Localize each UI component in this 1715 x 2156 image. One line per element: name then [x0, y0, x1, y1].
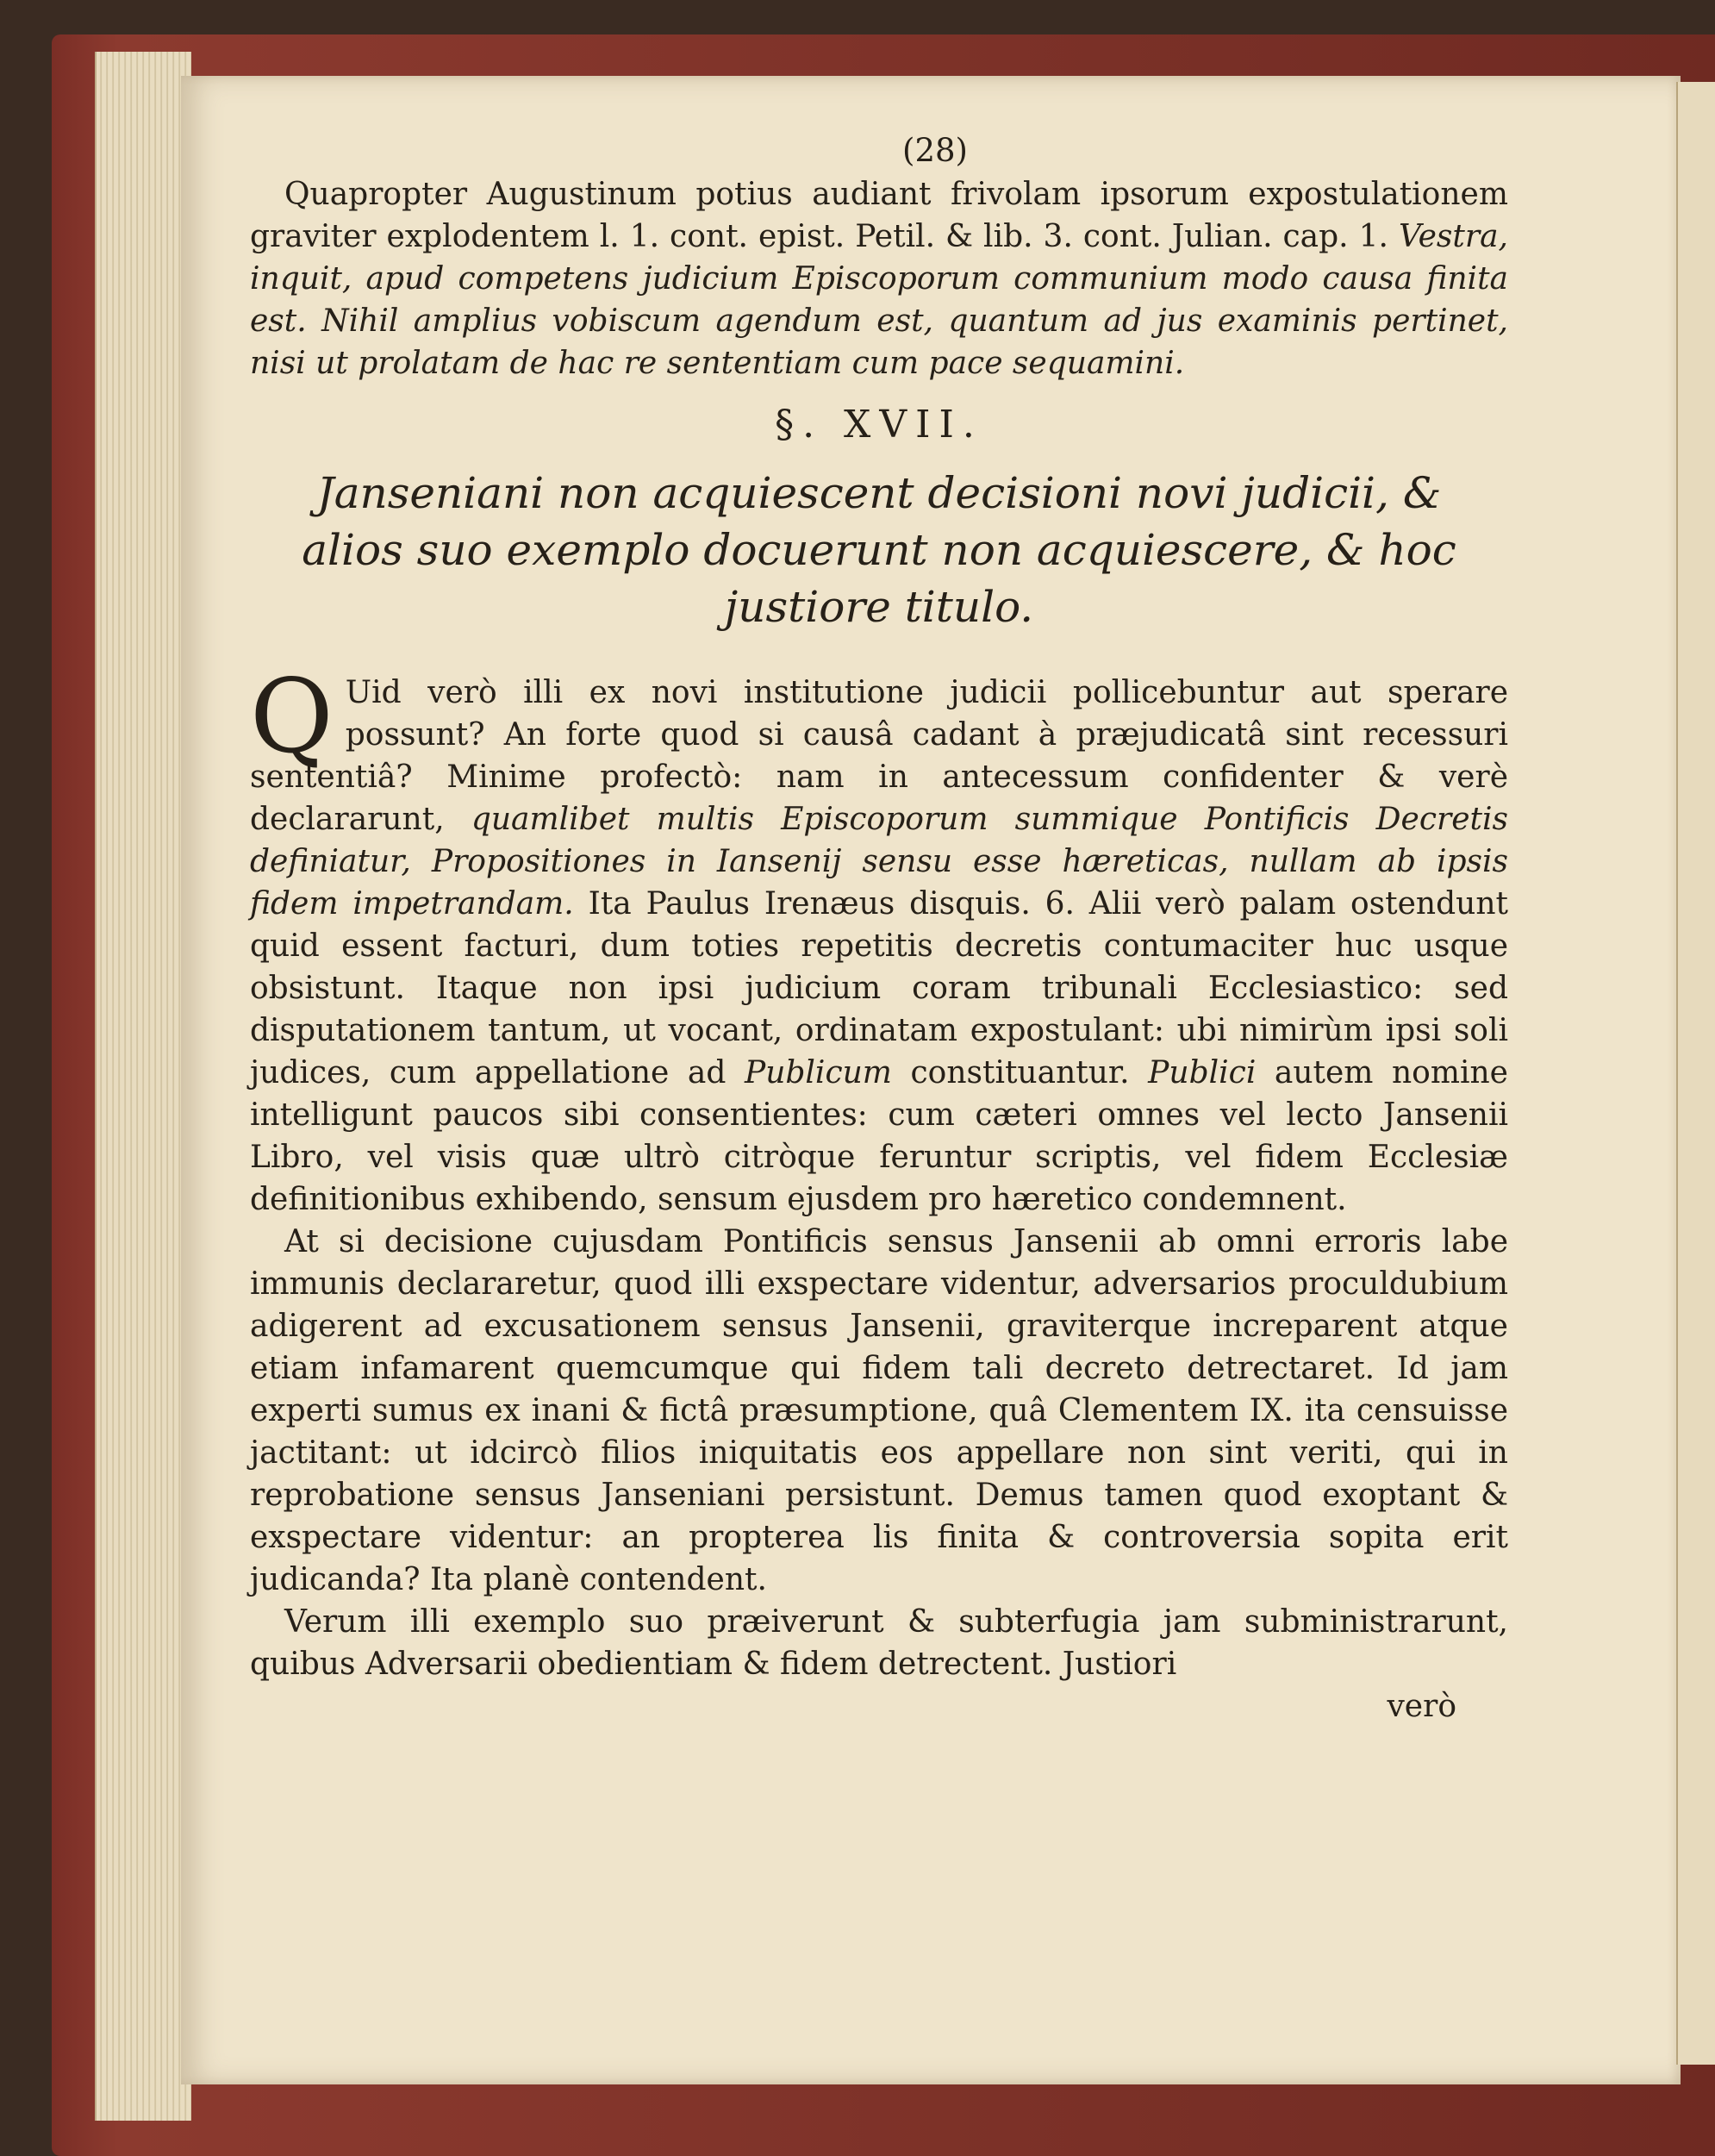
catchword: verò	[1387, 1689, 1456, 1724]
intro-text: Quapropter Augustinum potius audiant frivolam ipsorum expostulationem graviter explodentem l. 1. cont. epist. Petil. & lib. 3. cont. Julian. cap. 1.	[250, 177, 1508, 254]
paragraph-1-italic-3: Publici	[1148, 1055, 1257, 1090]
intro-quotation: Vestra, inquit, apud competens judicium Episcoporum communium modo causa finita est. Nihil amplius vobiscum agendum est, quantum ad jus examinis pertinet, nisi ut prolatam de hac re sententiam cum pace sequamini.	[250, 219, 1508, 381]
page-edges	[95, 52, 191, 2121]
paragraph-1-italic-1: quamlibet multis Episcoporum summique Pontificis Decretis definiatur, Propositiones in Iansenij sensu esse hæreticas, nullam ab ipsis fidem impetrandam.	[250, 802, 1508, 922]
paragraph-1	[250, 657, 1508, 1221]
section-title: Janseniani non acquiescent decisioni novi judicii, & alios suo exemplo docuerunt non acquiescere, & hoc justiore titulo.	[302, 468, 1456, 632]
drop-capital: Q	[250, 657, 334, 776]
paragraph-2: At si decisione cujusdam Pontificis sensus Jansenii ab omni erroris labe immunis declararetur, quod illi exspectare videntur, adversarios proculdubium adigerent ad excusationem sensus Jansenii, graviterque increparent atque etiam infamarent quemcumque qui fidem tali decreto detrectaret. Id jam experti sumus ex inani & fictâ præsumptione, quâ Clementem IX. ita censuisse jactitant: ut idcircò filios iniquitatis eos appellare non sint veriti, qui in reprobatione sensus Janseniani persistunt. Demus tamen quod exoptant & exspectare videntur: an propterea lis finita & controversia sopita erit judicanda? Ita planè contendent.	[250, 1224, 1508, 1597]
section-heading: §. XVII.	[775, 403, 983, 447]
paragraph-3: Verum illi exemplo suo præiverunt & subterfugia jam subministrarunt, quibus Adversarii obedientiam & fidem detrectent. Justiori	[250, 1604, 1508, 1682]
paragraph-1-italic-2: Publicum	[744, 1055, 892, 1090]
intro-paragraph	[250, 173, 1508, 384]
paragraph-1-part-2: Ita Paulus Irenæus disquis. 6. Alii verò palam ostendunt quid essent facturi, dum toties repetitis decretis contumaciter huc usque obsistunt. Itaque non ipsi judicium coram tribunali Ecclesiastico: sed disputationem tantum, ut vocant, ordinatam expostulant: ubi nimirùm ipsi soli judices, cum appellatione ad	[250, 886, 1508, 1090]
facing-page-edge	[1676, 82, 1715, 2065]
paragraph-1-part-3: constituantur.	[910, 1055, 1130, 1090]
paragraph-1-part-1: Uid verò illi ex novi institutione judicii pollicebuntur aut sperare possunt? An forte quod si causâ cadant à præjudicatâ sint recessuri sententiâ? Minime profectò: nam in antecessum confidenter & verè declararunt,	[250, 675, 1508, 837]
paragraph-1-part-4: autem nomine intelligunt paucos sibi consentientes: cum cæteri omnes vel lecto Jansenii Libro, vel visis quæ ultrò citròque feruntur scriptis, vel fidem Ecclesiæ definitionibus exhibendo, sensum ejusdem pro hæretico condemnent.	[250, 1055, 1508, 1217]
page-text	[250, 129, 1508, 1728]
page-number: (28)	[902, 132, 968, 169]
